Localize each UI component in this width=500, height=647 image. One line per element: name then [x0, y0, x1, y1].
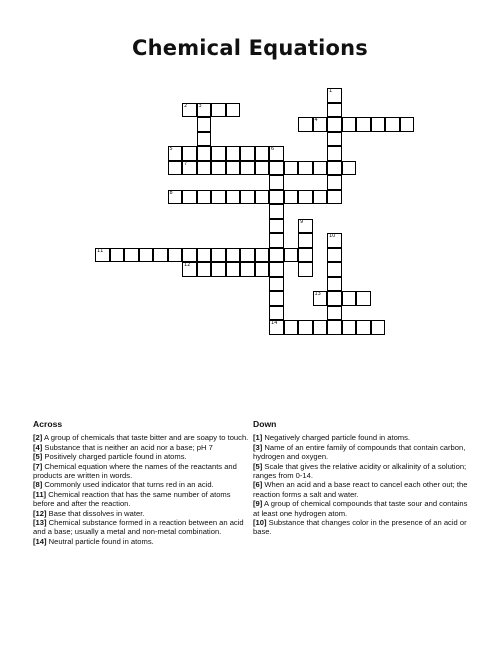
- clue-number: 4: [314, 117, 318, 123]
- grid-cell[interactable]: [197, 103, 212, 118]
- grid-cell[interactable]: [211, 103, 226, 118]
- clue-item: [33, 443, 251, 452]
- grid-cell[interactable]: [298, 161, 313, 176]
- grid-cell[interactable]: [327, 291, 342, 306]
- clue-item: [253, 518, 471, 537]
- clue-item-number: [11]: [33, 489, 47, 499]
- grid-cell[interactable]: [298, 117, 313, 132]
- grid-cell[interactable]: [342, 161, 357, 176]
- grid-cell[interactable]: [197, 248, 212, 263]
- grid-cell[interactable]: [110, 248, 125, 263]
- grid-cell[interactable]: [226, 190, 241, 205]
- clue-item-number: [1]: [253, 433, 263, 443]
- grid-cell[interactable]: [298, 233, 313, 248]
- grid-cell[interactable]: [284, 248, 299, 263]
- clue-item-text: Chemical substance formed in a reaction between an acid and a base; usually a metal and non-metal combination.: [33, 518, 244, 537]
- grid-cell[interactable]: [124, 248, 139, 263]
- clue-item: [253, 433, 471, 442]
- grid-cell[interactable]: [269, 320, 284, 335]
- grid-cell[interactable]: [356, 320, 371, 335]
- grid-cell[interactable]: [211, 190, 226, 205]
- clue-item: [253, 462, 471, 481]
- clue-item: [33, 433, 251, 442]
- grid-cell[interactable]: [400, 117, 415, 132]
- clue-number: 9: [300, 218, 304, 225]
- grid-cell[interactable]: [269, 277, 284, 292]
- clue-item-text: Chemical equation where the names of the reactants and products are written in words.: [33, 461, 237, 481]
- clue-number: 2: [184, 102, 188, 109]
- clue-number: 8: [169, 189, 173, 196]
- grid-cell[interactable]: [139, 248, 154, 263]
- clue-number: 11: [97, 247, 104, 254]
- grid-cell[interactable]: [197, 146, 212, 161]
- grid-cell[interactable]: [284, 161, 299, 176]
- grid-cell[interactable]: [356, 117, 371, 132]
- clue-item-number: [7]: [33, 461, 43, 471]
- clue-item-text: Base that dissolves in water.: [46, 508, 145, 518]
- clue-item-text: Commonly used indicator that turns red in an acid.: [42, 480, 214, 490]
- clue-number: 7: [184, 160, 188, 167]
- clue-number: 10: [329, 233, 336, 239]
- clue-item: [33, 480, 251, 489]
- grid-cell[interactable]: [226, 161, 241, 176]
- clue-number: 13: [314, 291, 321, 297]
- grid-cell[interactable]: [269, 306, 284, 321]
- grid-cell[interactable]: [240, 161, 255, 176]
- grid-cell[interactable]: [211, 262, 226, 277]
- grid-cell[interactable]: [182, 262, 197, 277]
- grid-cell[interactable]: [313, 161, 328, 176]
- across-heading: Across: [33, 419, 63, 429]
- clue-item-text: A group of chemicals that taste bitter and are soapy to touch.: [42, 433, 249, 443]
- clue-item: [253, 480, 471, 499]
- grid-cell[interactable]: [313, 320, 328, 335]
- grid-cell[interactable]: [371, 117, 386, 132]
- clue-item-number: [10]: [253, 518, 267, 528]
- clue-item: [33, 537, 251, 546]
- down-clues: [253, 420, 471, 537]
- grid-cell[interactable]: [182, 146, 197, 161]
- grid-cell[interactable]: [298, 248, 313, 263]
- clue-number: 1: [329, 88, 333, 94]
- grid-cell[interactable]: [313, 117, 328, 132]
- clue-item-text: Name of an entire family of compounds that contain carbon, hydrogen and oxygen.: [253, 442, 466, 462]
- grid-cell[interactable]: [269, 233, 284, 248]
- clue-item: [253, 443, 471, 462]
- clue-item-text: Substance that changes color in the presence of an acid or base.: [253, 518, 467, 537]
- grid-cell[interactable]: [327, 233, 342, 248]
- clue-number: 5: [169, 146, 173, 152]
- clue-number: 3: [198, 102, 202, 109]
- clue-item: [33, 518, 251, 537]
- grid-cell[interactable]: [197, 161, 212, 176]
- page-title: Chemical Equations: [131, 36, 369, 60]
- clue-item-text: Chemical reaction that has the same number of atoms before and after the reaction.: [33, 489, 231, 509]
- clue-item-text: Scale that gives the relative acidity or alkalinity of a solution; ranges from 0-14.: [253, 461, 467, 481]
- grid-cell[interactable]: [255, 248, 270, 263]
- grid-cell[interactable]: [226, 262, 241, 277]
- clue-item-number: [2]: [33, 433, 43, 443]
- grid-cell[interactable]: [298, 219, 313, 234]
- grid-cell[interactable]: [313, 291, 328, 306]
- grid-cell[interactable]: [356, 291, 371, 306]
- grid-cell[interactable]: [211, 161, 226, 176]
- grid-cell[interactable]: [269, 219, 284, 234]
- grid-cell[interactable]: [240, 248, 255, 263]
- clue-item-number: [5]: [253, 461, 263, 471]
- grid-cell[interactable]: [269, 204, 284, 219]
- grid-cell[interactable]: [255, 190, 270, 205]
- grid-cell[interactable]: [327, 320, 342, 335]
- grid-cell[interactable]: [197, 132, 212, 147]
- clue-item: [33, 452, 251, 461]
- grid-cell[interactable]: [168, 248, 183, 263]
- grid-cell[interactable]: [327, 190, 342, 205]
- grid-cell[interactable]: [240, 146, 255, 161]
- grid-cell[interactable]: [298, 262, 313, 277]
- grid-cell[interactable]: [342, 291, 357, 306]
- grid-cell[interactable]: [327, 117, 342, 132]
- grid-cell[interactable]: [284, 320, 299, 335]
- grid-cell[interactable]: [240, 190, 255, 205]
- grid-cell[interactable]: [153, 248, 168, 263]
- clue-item-number: [4]: [33, 442, 43, 452]
- clue-item-text: A group of chemical compounds that taste sour and contains at least one hydrogen atom.: [253, 499, 468, 518]
- grid-cell[interactable]: [226, 103, 241, 118]
- grid-cell[interactable]: [168, 161, 183, 176]
- clue-item-text: Positively charged particle found in atoms.: [42, 452, 187, 462]
- grid-cell[interactable]: [197, 262, 212, 277]
- grid-cell[interactable]: [182, 161, 197, 176]
- clue-item-text: When an acid and a base react to cancel each other out; the reaction forms a salt and water.: [253, 480, 468, 499]
- grid-cell[interactable]: [327, 103, 342, 118]
- grid-cell[interactable]: [385, 117, 400, 132]
- across-clues: [33, 420, 251, 546]
- grid-cell[interactable]: [269, 190, 284, 205]
- grid-cell[interactable]: [211, 248, 226, 263]
- clue-item: [33, 490, 251, 509]
- grid-cell[interactable]: [371, 320, 386, 335]
- clue-item-number: [3]: [253, 442, 263, 452]
- grid-cell[interactable]: [255, 161, 270, 176]
- grid-cell[interactable]: [255, 262, 270, 277]
- grid-cell[interactable]: [197, 117, 212, 132]
- clue-item-number: [9]: [253, 499, 263, 509]
- clue-item-number: [5]: [33, 452, 43, 462]
- grid-cell[interactable]: [168, 190, 183, 205]
- grid-cell[interactable]: [327, 161, 342, 176]
- grid-cell[interactable]: [197, 190, 212, 205]
- grid-cell[interactable]: [298, 190, 313, 205]
- clue-item: [33, 462, 251, 481]
- grid-cell[interactable]: [269, 248, 284, 263]
- clue-number: 6: [271, 146, 275, 152]
- grid-cell[interactable]: [327, 146, 342, 161]
- grid-cell[interactable]: [240, 262, 255, 277]
- down-heading: Down: [253, 419, 277, 429]
- clue-item-text: Negatively charged particle found in atoms.: [262, 433, 411, 443]
- grid-cell[interactable]: [298, 320, 313, 335]
- grid-cell[interactable]: [313, 190, 328, 205]
- clue-item: [33, 509, 251, 518]
- grid-cell[interactable]: [226, 146, 241, 161]
- grid-cell[interactable]: [327, 175, 342, 190]
- grid-cell[interactable]: [327, 277, 342, 292]
- grid-cell[interactable]: [182, 248, 197, 263]
- clue-item-number: [13]: [33, 518, 47, 528]
- grid-cell[interactable]: [327, 262, 342, 277]
- clue-item-text: Substance that is neither an acid nor a base; pH 7: [42, 442, 213, 452]
- grid-cell[interactable]: [211, 146, 226, 161]
- grid-cell[interactable]: [269, 161, 284, 176]
- clue-item-text: Neutral particle found in atoms.: [46, 536, 154, 546]
- grid-cell[interactable]: [342, 320, 357, 335]
- clue-item-number: [12]: [33, 508, 47, 518]
- clue-item-number: [6]: [253, 480, 263, 490]
- grid-cell[interactable]: [284, 190, 299, 205]
- grid-cell[interactable]: [168, 146, 183, 161]
- clue-item: [253, 499, 471, 518]
- grid-cell[interactable]: [95, 248, 110, 263]
- clue-number: 14: [271, 320, 278, 326]
- grid-cell[interactable]: [226, 248, 241, 263]
- grid-cell[interactable]: [327, 248, 342, 263]
- grid-cell[interactable]: [182, 190, 197, 205]
- grid-cell[interactable]: [269, 146, 284, 161]
- clue-item-number: [8]: [33, 480, 43, 490]
- grid-cell[interactable]: [327, 88, 342, 103]
- grid-cell[interactable]: [327, 132, 342, 147]
- grid-cell[interactable]: [269, 291, 284, 306]
- grid-cell[interactable]: [342, 117, 357, 132]
- grid-cell[interactable]: [255, 146, 270, 161]
- grid-cell[interactable]: [327, 306, 342, 321]
- grid-cell[interactable]: [269, 262, 284, 277]
- grid-cell[interactable]: [182, 103, 197, 118]
- clue-number: 12: [184, 262, 191, 268]
- clue-item-number: [14]: [33, 536, 47, 546]
- grid-cell[interactable]: [269, 175, 284, 190]
